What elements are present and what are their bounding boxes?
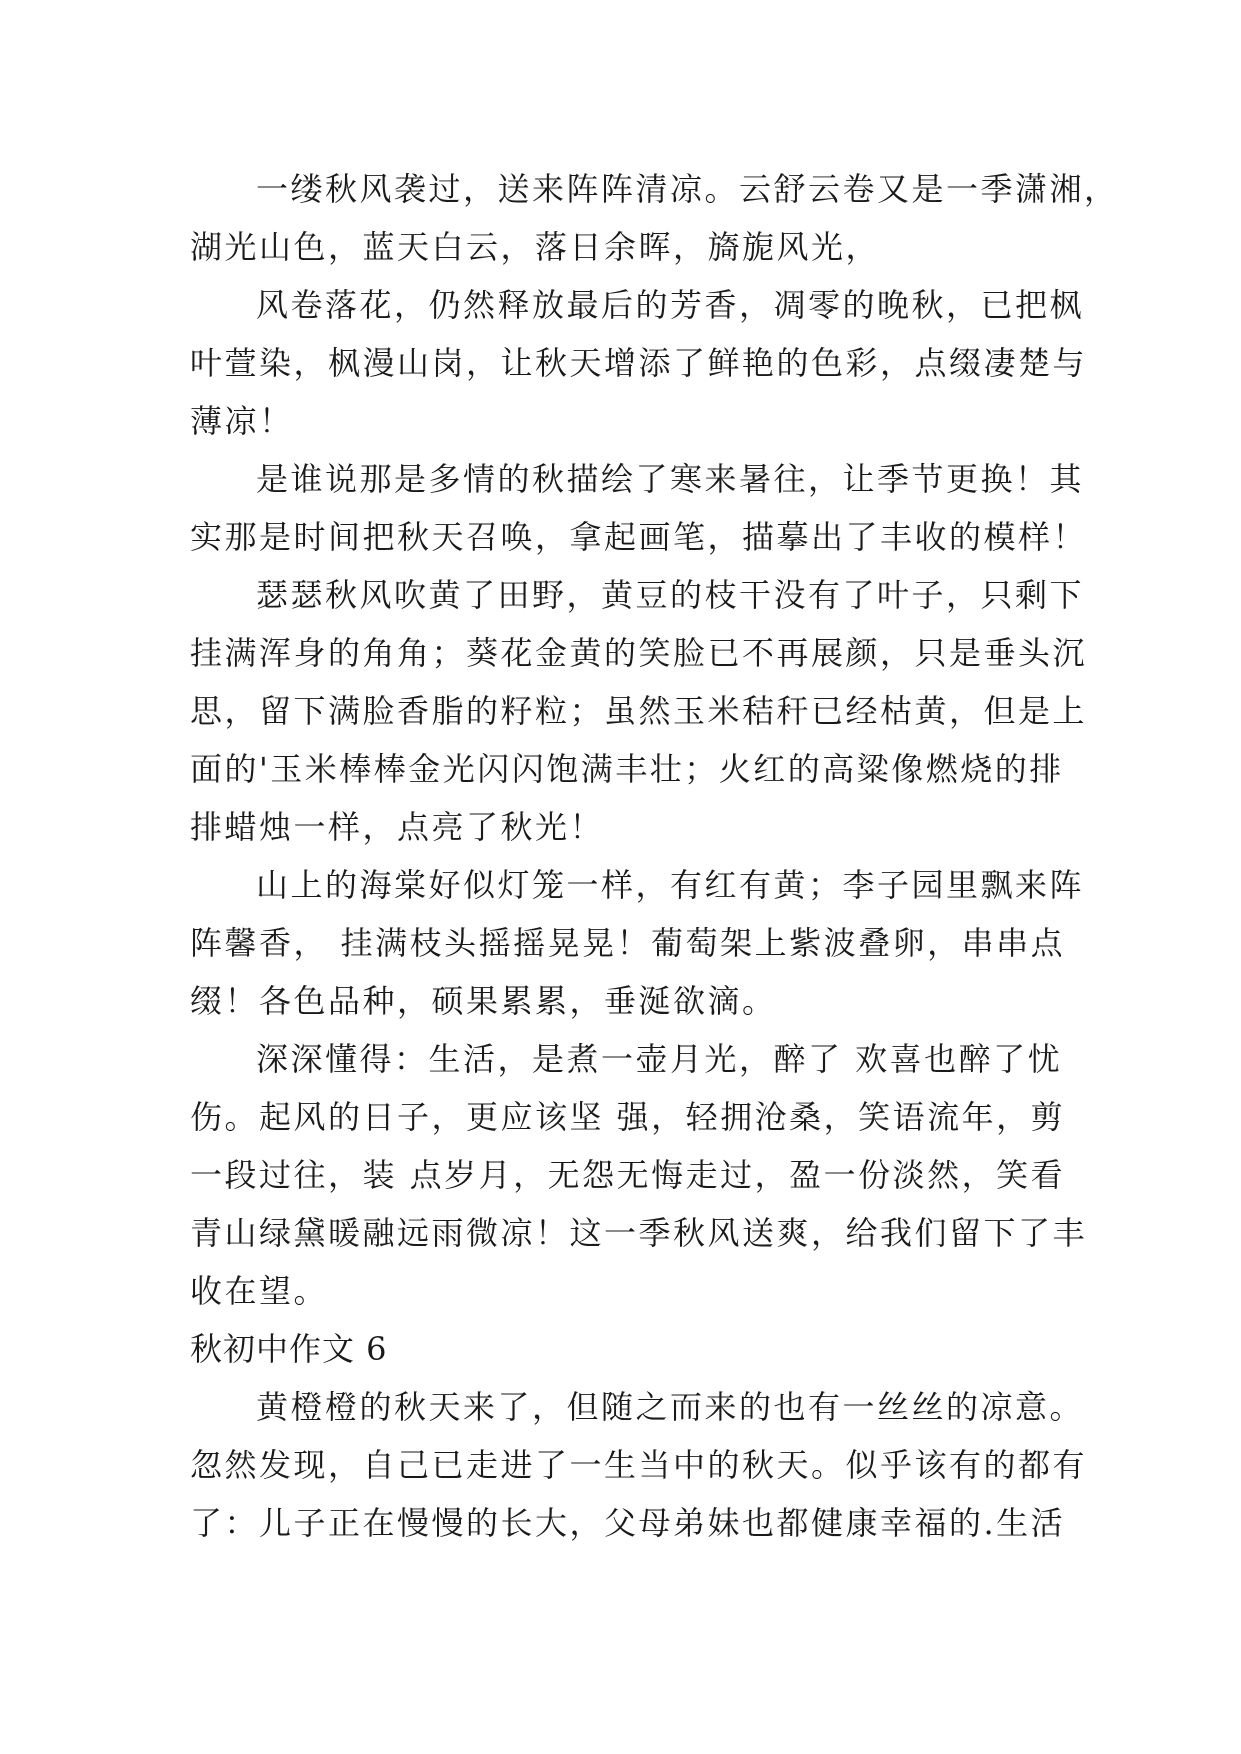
text-line: 黄橙橙的秋天来了，但随之而来的也有一丝丝的凉意。 [256,1388,1085,1426]
text-line: 青山绿黛暖融远雨微凉！这一季秋风送爽，给我们留下了丰 [190,1214,1088,1252]
text-line: 瑟瑟秋风吹黄了田野，黄豆的枝干没有了叶子，只剩下 [256,576,1085,614]
text-line: 思，留下满脸香脂的籽粒；虽然玉米秸秆已经枯黄，但是上 [190,692,1088,730]
paragraph [190,276,1088,450]
document-body [190,160,1119,1552]
text-line: 深深懂得：生活，是煮一壶月光，醉了 欢喜也醉了忧 [256,1040,1063,1078]
text-line: 伤。起风的日子，更应该坚 强，轻拥沧桑，笑语流年，剪 [190,1098,1066,1136]
text-line: 叶萱染，枫漫山岗，让秋天增添了鲜艳的色彩，点缀凄楚与 [190,344,1088,382]
text-line: 缀！各色品种，硕果累累，垂涎欲滴。 [190,982,777,1020]
text-line: 实那是时间把秋天召唤，拿起画笔，描摹出了丰收的模样！ [190,518,1088,556]
text-line: 收在望。 [190,1272,329,1310]
paragraph [190,1030,1088,1320]
text-line: 一缕秋风袭过，送来阵阵清凉。云舒云卷又是一季潇湘， [256,170,1119,208]
paragraph [190,160,1119,276]
paragraph [190,450,1088,566]
text-line: 忽然发现，自己已走进了一生当中的秋天。似乎该有的都有 [190,1446,1088,1484]
section-title: 秋初中作文 6 [190,1330,388,1368]
paragraph [190,1378,1088,1552]
text-line: 薄凉！ [190,402,294,440]
text-line: 一段过往，装 点岁月，无怨无悔走过，盈一份淡然，笑看 [190,1156,1066,1194]
paragraph [190,566,1088,856]
paragraph [190,856,1085,1030]
text-line: 挂满浑身的角角；葵花金黄的笑脸已不再展颜，只是垂头沉 [190,634,1088,672]
text-line: 排蜡烛一样，点亮了秋光！ [190,808,605,846]
text-line: 面的'玉米棒棒金光闪闪饱满丰壮；火红的高粱像燃烧的排 [190,750,1064,788]
text-line: 山上的海棠好似灯笼一样，有红有黄；李子园里飘来阵 [256,866,1085,904]
text-line: 了：儿子正在慢慢的长大，父母弟妹也都健康幸福的.生活 [190,1504,1066,1542]
text-line: 风卷落花，仍然释放最后的芳香，凋零的晚秋，已把枫 [256,286,1085,324]
text-line: 是谁说那是多情的秋描绘了寒来暑往，让季节更换！其 [256,460,1085,498]
text-line: 湖光山色，蓝天白云，落日余晖，旖旎风光， [190,228,881,266]
text-line: 阵馨香， 挂满枝头摇摇晃晃！葡萄架上紫波叠卵，串串点 [190,924,1066,962]
